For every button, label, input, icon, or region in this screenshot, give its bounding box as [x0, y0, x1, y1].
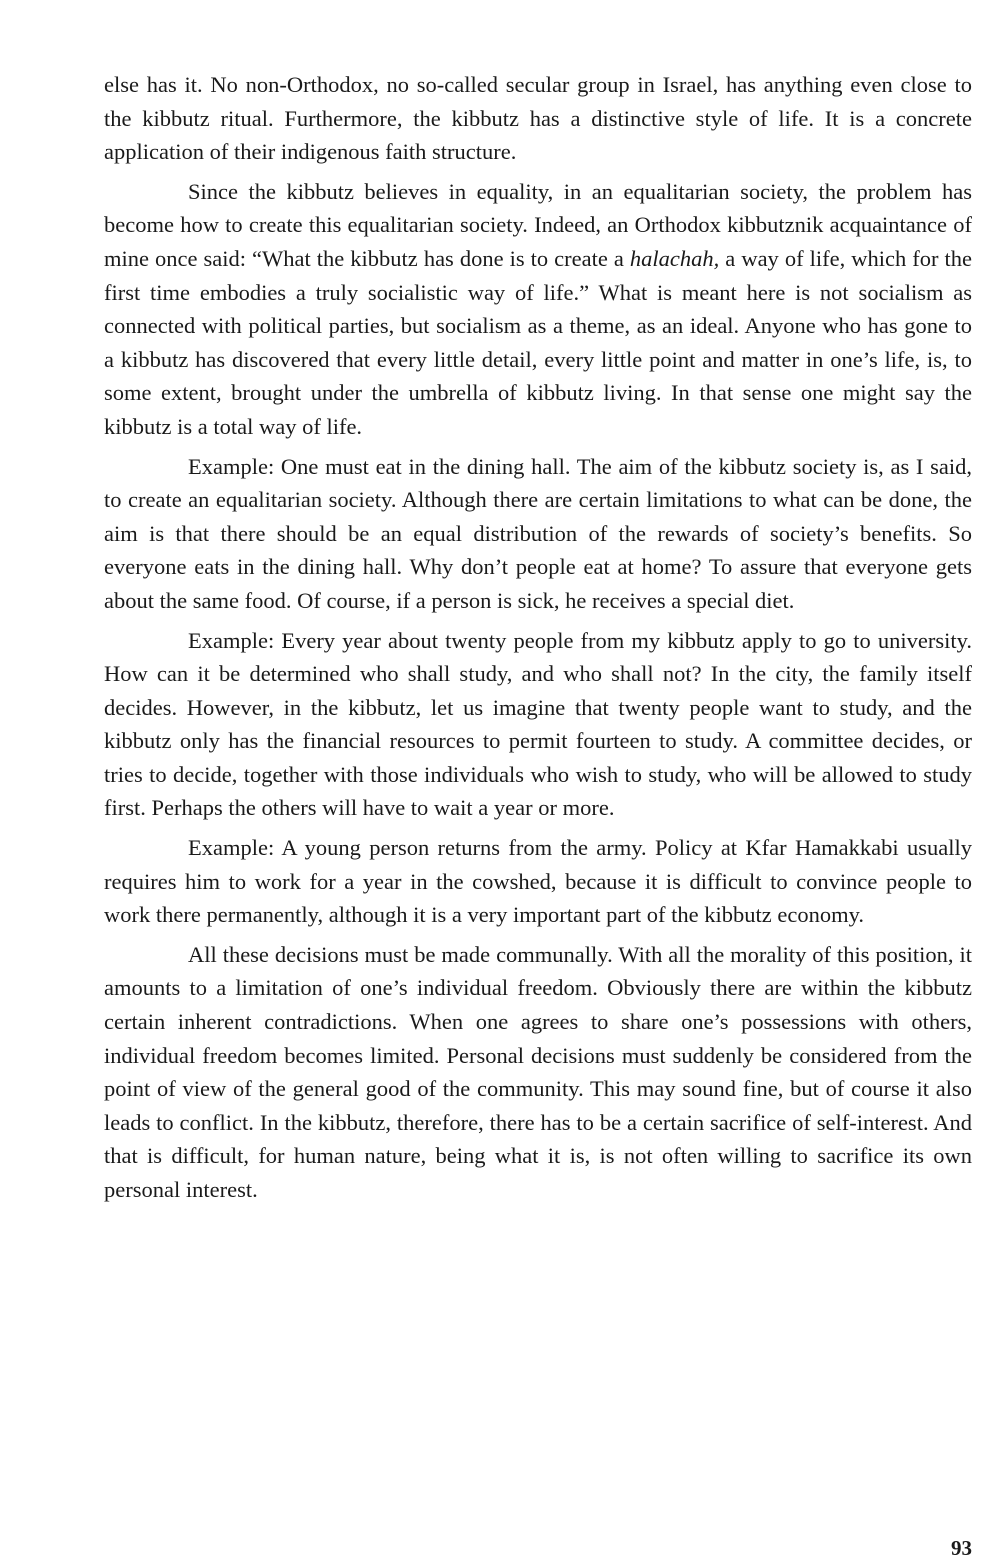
paragraph-4-text: Example: Every year about twenty people from my kibbutz apply to go to university. How can it be determined who shall study, and who shall not? In the city, the family itself decides. However, in the kibbutz, let us imagine that twenty people want to study, and the kibbutz only has the financial resources to permit fourteen to study. A committee decides, or tries to decide, together with those individuals who wish to study, who will be allowed to study first. Perhaps the others will have to wait a year or more. [104, 627, 972, 821]
paragraph-3 [104, 450, 972, 618]
page-body [104, 68, 972, 1213]
paragraph-5 [104, 831, 972, 932]
paragraph-6-text: All these decisions must be made communally. With all the morality of this position, it amounts to a limitation of one’s individual freedom. Obviously there are within the kibbutz certain inherent contradictions. When one agrees to share one’s possessions with others, individual freedom becomes limited. Personal decisions must suddenly be considered from the point of view of the general good of the community. This may sound fine, but of course it also leads to conflict. In the kibbutz, therefore, there has to be a certain sacrifice of self-interest. And that is difficult, for human nature, being what it is, is not often willing to sacrifice its own personal interest. [104, 941, 972, 1202]
paragraph-2-italic-term: halachah, [629, 245, 720, 271]
paragraph-6 [104, 938, 972, 1207]
paragraph-3-text: Example: One must eat in the dining hall. The aim of the kibbutz society is, as I said, to create an equalitarian society. Although there are certain limitations to what can be done, the aim is that there should be an equal distribution of the rewards of society’s benefits. So everyone eats in the dining hall. Why don’t people eat at home? To assure that everyone gets about the same food. Of course, if a person is sick, he receives a special diet. [104, 453, 972, 613]
page-number: 93 [951, 1536, 972, 1560]
paragraph-2 [104, 175, 972, 444]
paragraph-2-text-b: a way of life, which for the first time embodies a truly socialistic way of life.” What is meant here is not socialism as connected with political parties, but socialism as a theme, as an ideal. Anyone who has gone to a kibbutz has discovered that every little detail, every little point and matter in one’s life, is, to some extent, brought under the umbrella of kibbutz living. In that sense one might say the kibbutz is a total way of life. [104, 245, 973, 439]
paragraph-1 [104, 68, 972, 169]
paragraph-2-text-a: Since the kibbutz believes in equality, in an equalitarian society, the problem has become how to create this equalitarian society. Indeed, an Orthodox kibbutznik acquaintance of mine once said: “What the kibbutz has done is to create a [104, 178, 972, 271]
paragraph-1-text: else has it. No non-Orthodox, no so-called secular group in Israel, has anything even close to the kibbutz ritual. Furthermore, the kibbutz has a distinctive style of life. It is a concrete application of their indigenous faith structure. [104, 72, 972, 165]
paragraph-5-text: Example: A young person returns from the army. Policy at Kfar Hamakkabi usually requires him to work for a year in the cowshed, because it is difficult to convince people to work there permanently, although it is a very important part of the kibbutz economy. [104, 835, 972, 928]
paragraph-4 [104, 624, 972, 826]
